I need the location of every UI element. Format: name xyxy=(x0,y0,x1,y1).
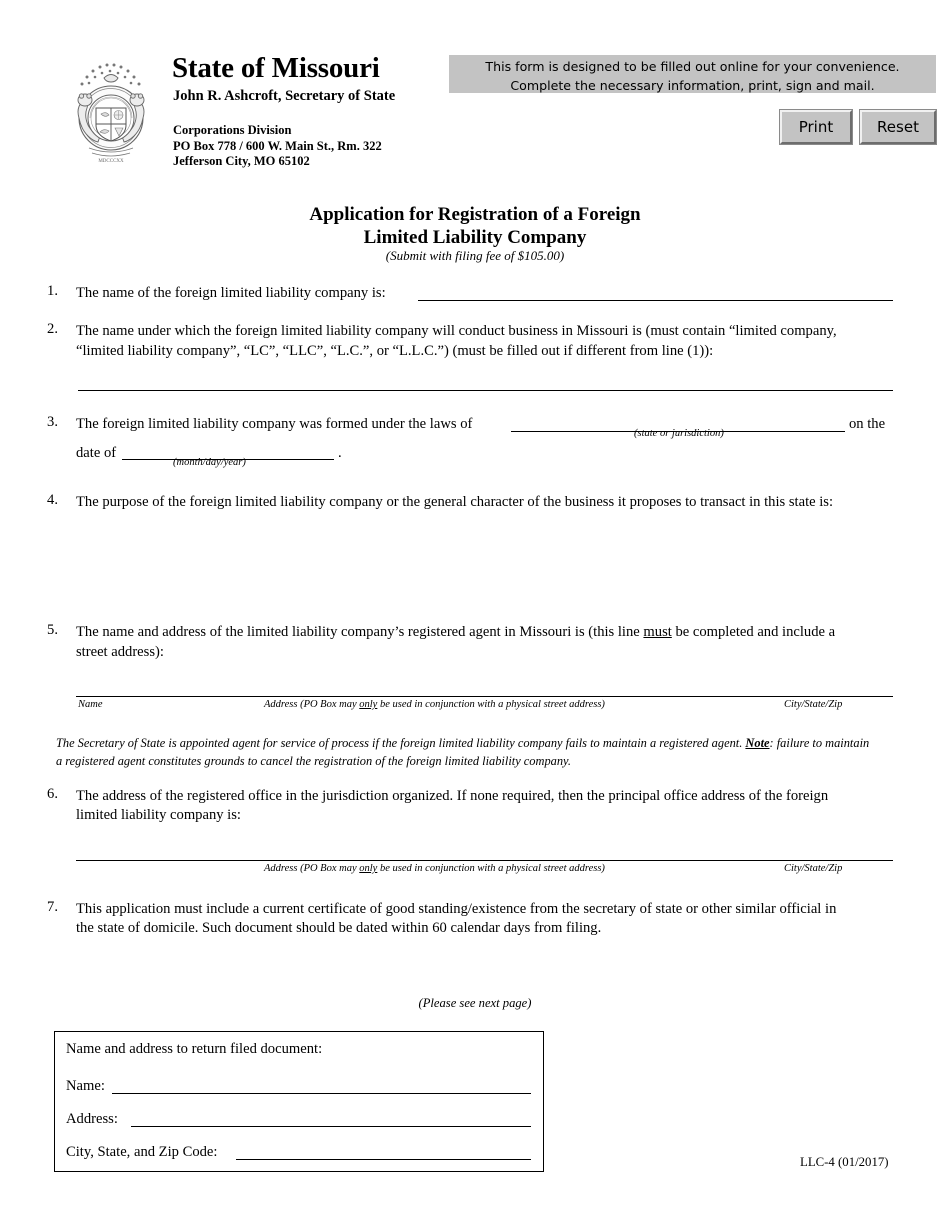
item-5-name-caption: Name xyxy=(78,699,103,710)
return-box-address-label: Address: xyxy=(66,1111,118,1127)
notice-line-2: Complete the necessary information, print, sign and mail. xyxy=(510,78,875,93)
return-box-name-label: Name: xyxy=(66,1078,105,1094)
item-6-number: 6. xyxy=(47,786,58,802)
return-box-address-field-line[interactable] xyxy=(131,1126,531,1127)
notice-line-1: This form is designed to be filled out online for your convenience. xyxy=(485,59,900,74)
item-3-text-after: on the xyxy=(849,416,886,432)
return-box-city-field-line[interactable] xyxy=(236,1159,531,1160)
division-address-block xyxy=(173,123,382,170)
page-title-line-1: Application for Registration of a Foreign xyxy=(309,204,641,225)
item-6-address-caption-b: be used in conjunction with a physical street address) xyxy=(377,863,605,874)
item-7-number: 7. xyxy=(47,899,58,915)
print-button[interactable]: Print xyxy=(780,110,852,144)
reset-button[interactable]: Reset xyxy=(860,110,936,144)
item-5-only-emphasis: only xyxy=(359,699,378,710)
item-3-period: . xyxy=(338,445,342,461)
return-box-heading: Name and address to return filed document: xyxy=(66,1041,323,1057)
agency-title: State of Missouri xyxy=(172,52,380,84)
next-page-note: (Please see next page) xyxy=(418,996,532,1010)
item-6-line-2: limited liability company is: xyxy=(76,807,241,823)
secretary-of-state-name: John R. Ashcroft, Secretary of State xyxy=(173,88,396,104)
item-3-number: 3. xyxy=(47,414,58,430)
item-2-business-name-field-line[interactable] xyxy=(78,390,893,391)
item-6-citystatezip-caption: City/State/Zip xyxy=(784,863,843,874)
agent-note-line-2: a registered agent constitutes grounds to cancel the registration of the foreign limited liability company. xyxy=(56,754,571,768)
item-6-address-caption xyxy=(264,863,605,874)
item-5-agent-field-line[interactable] xyxy=(76,696,893,697)
item-1-text: The name of the foreign limited liability company is: xyxy=(76,285,386,301)
item-2-line-1: The name under which the foreign limited liability company will conduct business in Missouri is (must contain “limited company, xyxy=(76,323,837,339)
item-4-purpose-textarea[interactable] xyxy=(76,520,896,608)
return-box-name-field-line[interactable] xyxy=(112,1093,531,1094)
item-6-address-caption-a: Address (PO Box may xyxy=(264,863,360,874)
item-6-address-field-line[interactable] xyxy=(76,860,893,861)
form-code: LLC-4 (01/2017) xyxy=(800,1155,889,1169)
item-4-number: 4. xyxy=(47,492,58,508)
agent-note-label: Note xyxy=(745,736,770,750)
item-3-text-before: The foreign limited liability company was formed under the laws of xyxy=(76,416,473,432)
item-4-text: The purpose of the foreign limited liability company or the general character of the business it proposes to transact in this state is: xyxy=(76,494,834,510)
filing-fee-note: (Submit with filing fee of $105.00) xyxy=(385,248,565,263)
division-address-line-2: Jefferson City, MO 65102 xyxy=(173,154,310,169)
svg-text:MDCCCXX: MDCCCXX xyxy=(98,159,124,164)
item-5-address-caption xyxy=(264,699,605,710)
division-name: Corporations Division xyxy=(173,123,292,137)
page-title-line-2: Limited Liability Company xyxy=(363,227,587,248)
item-1-number: 1. xyxy=(47,283,58,299)
item-6-only-emphasis: only xyxy=(359,863,378,874)
item-5-text xyxy=(76,622,898,642)
item-2-line-2: “limited liability company”, “LC”, “LLC”, “L.C.”, or “L.L.C.”) (must be filled out if different from line (1)): xyxy=(76,343,714,359)
item-5-address-caption-b: be used in conjunction with a physical street address) xyxy=(377,699,605,710)
item-2-number: 2. xyxy=(47,321,58,337)
item-1-name-field-line[interactable] xyxy=(418,300,893,301)
division-address-line-1: PO Box 778 / 600 W. Main St., Rm. 322 xyxy=(173,138,382,153)
item-5-address-caption-a: Address (PO Box may xyxy=(264,699,360,710)
item-2-text xyxy=(76,321,898,341)
item-5-line-2: street address): xyxy=(76,644,164,660)
item-6-line-1: The address of the registered office in the jurisdiction organized. If none required, then the principal office address of the foreign xyxy=(76,788,829,804)
item-3-date-caption: (month/day/year) xyxy=(173,457,246,468)
page-title xyxy=(0,203,950,249)
item-3-state-caption: (state or jurisdiction) xyxy=(634,428,724,439)
agent-note-line-1a: The Secretary of State is appointed agent for service of process if the foreign limited liability company fails to maintain a registered agent. xyxy=(56,736,746,750)
item-7-line-1: This application must include a current certificate of good standing/existence from the secretary of state or other similar official in xyxy=(76,901,837,917)
page-header xyxy=(0,0,950,190)
item-5-number: 5. xyxy=(47,622,58,638)
registered-agent-note xyxy=(56,733,896,753)
item-5-citystatezip-caption: City/State/Zip xyxy=(784,699,843,710)
online-fill-notice-banner xyxy=(449,55,936,93)
agent-note-line-1b: : failure to maintain xyxy=(769,736,870,750)
item-5-must-emphasis: must xyxy=(643,624,672,640)
item-3-date-label: date of xyxy=(76,445,117,461)
return-box-city-label: City, State, and Zip Code: xyxy=(66,1144,218,1160)
missouri-state-seal-icon xyxy=(68,56,154,168)
item-7-line-2: the state of domicile. Such document should be dated within 60 calendar days from filing. xyxy=(76,920,602,936)
item-5-line-1a: The name and address of the limited liability company’s registered agent in Missouri is (this line xyxy=(76,624,644,640)
item-5-line-1b: be completed and include a xyxy=(671,624,836,640)
